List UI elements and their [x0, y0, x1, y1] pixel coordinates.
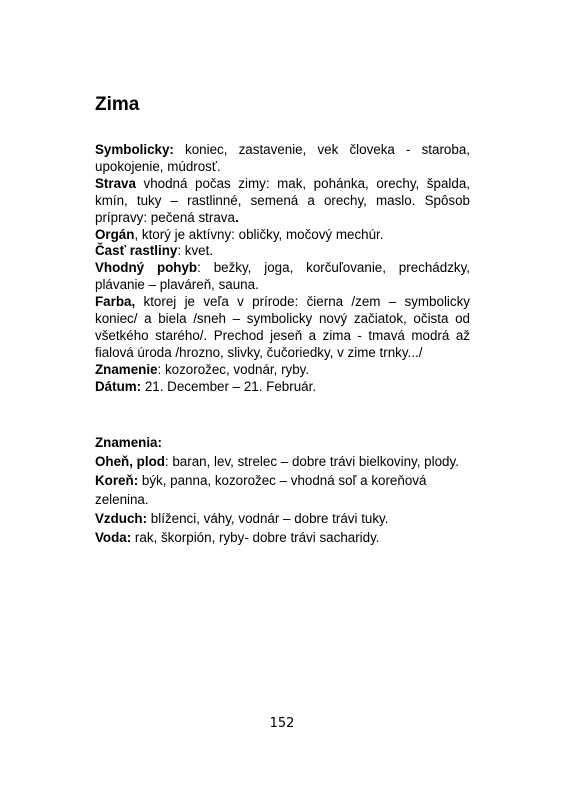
sign-ohen-plod [95, 452, 470, 471]
sign-label: Voda: [95, 530, 132, 545]
entry-znamenie [95, 362, 470, 379]
entry-label: Vhodný pohyb [95, 260, 198, 276]
sign-text: : baran, lev, strelec – dobre trávi bielkoviny, plody. [164, 454, 459, 469]
sign-label: Oheň, plod [95, 454, 165, 469]
page-title: Zima [95, 94, 140, 115]
entry-farba [95, 294, 470, 362]
section-heading [95, 433, 470, 452]
entry-text: 21. December – 21. Február. [141, 378, 317, 394]
section-heading-text: Znamenia: [95, 435, 162, 450]
sign-text: rak, škorpión, ryby- dobre trávi sacharidy. [131, 530, 380, 545]
sign-koren [95, 471, 470, 509]
sign-label: Koreň: [95, 473, 139, 488]
entry-label: Časť rastliny [95, 243, 178, 259]
entry-cast-rastliny [95, 243, 470, 260]
sign-text: býk, panna, kozorožec – vhodná soľ a koreňová zelenina. [95, 473, 427, 507]
entry-text: : kozorožec, vodnár, ryby. [157, 361, 310, 377]
sign-text: blíženci, váhy, vodnár – dobre trávi tuky. [147, 511, 389, 526]
entry-text: vhodná počas zimy: mak, pohánka, orechy, špalda, kmín, tuky – rastlinné, semená a orechy, maslo. Spôsob prípravy: pečená strava [95, 175, 470, 225]
entry-label: Farba, [95, 294, 136, 310]
entry-strava [95, 176, 470, 227]
sign-voda [95, 528, 470, 547]
entry-symbolicky [95, 142, 470, 176]
entry-label: Strava [95, 175, 136, 191]
page-number: 152 [269, 716, 295, 731]
zima-characteristics [95, 142, 470, 396]
entry-vhodny-pohyb [95, 260, 470, 294]
entry-suffix: . [234, 209, 239, 225]
entry-text: : kvet. [177, 243, 214, 259]
sign-label: Vzduch: [95, 511, 148, 526]
entry-label: Orgán [95, 226, 135, 242]
sign-vzduch [95, 509, 470, 528]
entry-text: , ktorý je aktívny: obličky, močový mechúr. [134, 226, 384, 242]
entry-datum [95, 379, 470, 396]
entry-organ [95, 227, 470, 244]
entry-label: Znamenie [95, 361, 158, 377]
entry-text: ktorej je veľa v prírode: čierna /zem – symbolicky koniec/ a biela /sneh – symbolicky nový začiatok, očista od všetkého starého/. Prechod jeseň a zima - tmavá modrá až fialová úroda /hrozno, slivky, čučoriedky, v zime trnky.../ [95, 294, 470, 360]
znamenia-section [95, 433, 470, 547]
entry-text: koniec, zastavenie, vek človeka - staroba, upokojenie, múdrosť. [95, 142, 470, 174]
entry-label: Symbolicky: [95, 142, 174, 157]
entry-label: Dátum: [95, 378, 142, 394]
entry-text: : bežky, joga, korčuľovanie, prechádzky, plávanie – plaváreň, sauna. [95, 260, 471, 293]
